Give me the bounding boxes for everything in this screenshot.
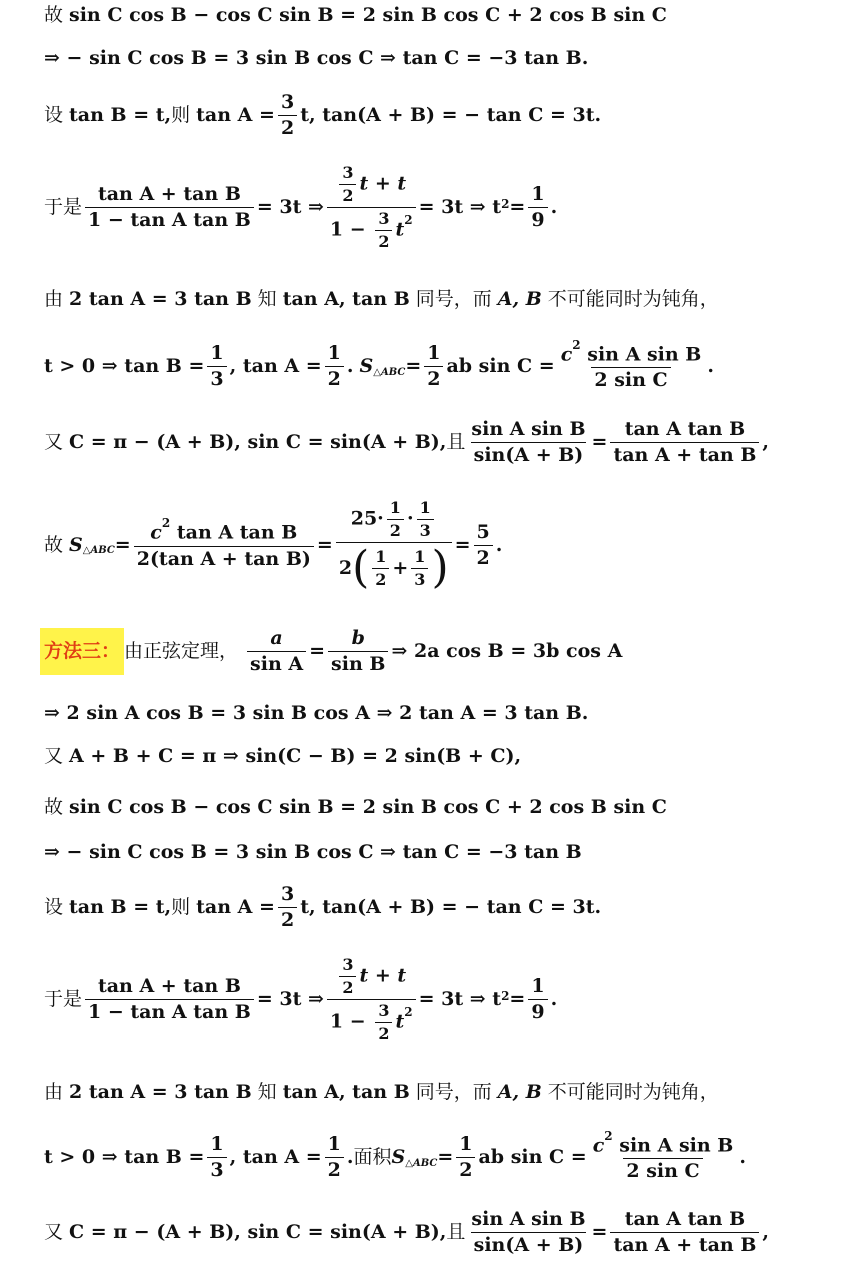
equation-line-4	[44, 165, 834, 250]
fraction-tan-sum	[85, 977, 254, 1022]
equation-line-7	[44, 420, 834, 465]
frac-den: 2	[387, 519, 404, 539]
eq-sign: =	[405, 355, 422, 378]
fraction-3-2	[339, 957, 356, 996]
fraction-nested	[327, 165, 416, 250]
sinAsinB: sin A sin B	[587, 343, 702, 366]
eq-2sinAcosB: ⇒ 2 sin A cos B = 3 sin B cos A ⇒ 2 tan A = 3 tan B.	[44, 702, 589, 724]
frac-den: 2	[339, 976, 356, 996]
eq-3t: = 3t ⇒	[256, 196, 324, 218]
fraction-tanAtanB	[610, 1210, 759, 1255]
frac-den: 2	[325, 1157, 344, 1180]
frac-num: b	[351, 627, 365, 649]
fraction-3-2	[339, 165, 356, 204]
frac-den: 2 sin C	[591, 367, 670, 390]
fraction-tanAtanB	[610, 420, 759, 465]
frac-num: 3	[280, 883, 295, 905]
eq-sign: =	[437, 1146, 454, 1169]
text-buneng: 不可能同时为钝角，	[547, 1081, 719, 1103]
frac-num: 1	[327, 342, 341, 365]
period: .	[550, 988, 558, 1010]
frac-num	[333, 957, 409, 999]
fraction-nested	[327, 957, 416, 1042]
frac-num	[147, 516, 300, 545]
comma: ,	[762, 431, 770, 453]
eq-absinC: ab sin C =	[478, 1146, 587, 1169]
eq-tpos: t > 0 ⇒ tan B =	[44, 1146, 205, 1169]
frac-num: 1	[531, 975, 545, 997]
eq-set-tanB: tan B = t,	[69, 896, 172, 918]
frac-den: 1 − tan A tan B	[85, 207, 254, 230]
frac-num: 3	[342, 163, 354, 182]
eq-3t: = 3t ⇒	[256, 988, 324, 1010]
period: .	[739, 1146, 746, 1169]
frac-num: 3	[378, 209, 390, 228]
frac-num: tan A + tan B	[97, 975, 241, 997]
fraction-c2-sin	[558, 338, 705, 392]
text-yushi: 于是	[44, 988, 83, 1010]
n2: 2	[338, 556, 353, 579]
frac-den: 2	[375, 1022, 392, 1042]
frac-num: tan A + tan B	[97, 183, 241, 205]
equation-line-8	[44, 498, 834, 593]
text-tonghao: 同号，而	[415, 1081, 492, 1103]
eq-tanA-tanB: tan A, tan B	[282, 1081, 410, 1103]
frac-den: 2	[278, 907, 297, 930]
frac-den: 3	[207, 1157, 226, 1180]
eq-2tanA: 2 tan A = 3 tan B	[69, 1081, 252, 1103]
sup-2: 2	[404, 1005, 413, 1020]
eq-tpos: t > 0 ⇒ tan B =	[44, 355, 205, 378]
text-she: 设	[44, 104, 64, 126]
eq-sign: =	[591, 1221, 608, 1243]
frac-den: 1 − tan A tan B	[85, 999, 254, 1022]
frac-num	[333, 165, 409, 207]
fraction-1-2	[456, 1135, 475, 1180]
frac-num: 1	[327, 1133, 341, 1156]
equation-line-11	[44, 885, 834, 930]
frac-num: 1	[459, 1133, 473, 1156]
frac-den: 3	[411, 568, 428, 588]
eq-absinC: ab sin C =	[446, 355, 555, 378]
fraction-25	[336, 498, 452, 593]
text-you: 由	[44, 288, 64, 310]
area-S: S	[391, 1146, 406, 1169]
eq-tanA: , tan A =	[229, 1146, 322, 1169]
eq-sign: =	[509, 988, 526, 1010]
text-youC: 又	[44, 745, 64, 767]
sup-2: 2	[572, 338, 581, 352]
eq-tanAB: t, tan(A + B) = − tan C = 3t.	[300, 104, 602, 126]
frac-den: 2	[424, 366, 443, 389]
frac-den: 2(tan A + tan B)	[134, 546, 314, 569]
eq-neg-sinC: ⇒ − sin C cos B = 3 sin B cos C ⇒ tan C = −3 tan B	[44, 841, 582, 863]
fraction-3-2	[278, 885, 297, 930]
frac-num: 5	[476, 520, 490, 543]
frac-num: tan A tan B	[624, 418, 746, 440]
period: .	[495, 533, 503, 556]
text-she: 设	[44, 896, 64, 918]
fraction-sinAsinB	[468, 1210, 588, 1255]
text-you: 由	[44, 1081, 64, 1103]
sup-2: 2	[161, 516, 171, 531]
fraction-c2tan	[134, 516, 314, 570]
frac-den: 2	[372, 568, 389, 588]
fraction-3-2	[278, 93, 297, 138]
equation-line-2	[44, 49, 834, 68]
fraction-1-2	[387, 500, 404, 539]
frac-num: 3	[342, 955, 354, 974]
frac-den: sin B	[328, 651, 388, 674]
sub-abc: △ABC	[82, 545, 115, 556]
text-zhengxian: 由正弦定理，	[124, 640, 239, 662]
fraction-1-3	[207, 344, 226, 389]
eq-set-tanB: tan B = t,	[69, 104, 172, 126]
t-var: t	[395, 1010, 405, 1033]
area-S: S	[359, 355, 374, 378]
text-gu: 故	[44, 4, 64, 26]
c-var: c	[150, 521, 162, 544]
eq-tanA: , tan A =	[229, 355, 322, 378]
sub-abc: △ABC	[373, 366, 406, 378]
frac-num: 1	[375, 546, 387, 566]
fraction-1-9	[528, 185, 547, 230]
frac-den: 2	[278, 115, 297, 138]
eq-tanA: tan A =	[196, 104, 275, 126]
sup-2: 2	[501, 196, 510, 211]
text-zhi: 知	[257, 288, 277, 310]
period: .	[550, 196, 558, 218]
frac-den: 9	[528, 207, 547, 230]
den-head: 1 −	[329, 1010, 366, 1033]
c-var: c	[592, 1134, 605, 1157]
eq-sinC-cosB: sin C cos B − cos C sin B = 2 sin B cos C + 2 cos B sin C	[69, 796, 667, 818]
frac-den: 2 ( $\frac{1}{2}$ + $\frac{1}{3}$ )	[336, 542, 452, 590]
c-var: c	[560, 343, 573, 366]
text-ze: 则	[171, 104, 191, 126]
eq-sign: =	[316, 533, 333, 556]
eq-sign: =	[454, 533, 471, 556]
fraction-5-2	[474, 520, 493, 569]
frac-num: 1	[531, 183, 545, 205]
eq-AB: A, B	[497, 288, 542, 310]
frac-num	[558, 338, 705, 367]
equation-line-14	[44, 1129, 834, 1183]
frac-den: sin A	[247, 651, 306, 674]
frac-num: 1	[210, 1133, 224, 1156]
frac-num: 3	[280, 91, 295, 113]
method3-line-3	[44, 747, 834, 766]
sup-2: 2	[404, 213, 413, 228]
equation-line-3	[44, 93, 834, 138]
fraction-1-2	[325, 344, 344, 389]
fraction-1-2	[424, 344, 443, 389]
text-qie: 且	[446, 1221, 466, 1243]
text-gu: 故	[44, 796, 64, 818]
period: .	[346, 355, 354, 378]
num-tail: t + t	[359, 172, 407, 195]
eq-ABCpi: A + B + C = π ⇒ sin(C − B) = 2 sin(B + C),	[69, 745, 522, 767]
period: .	[707, 355, 714, 378]
eq-Cdef: C = π − (A + B), sin C = sin(A + B),	[69, 1221, 447, 1243]
eq-tanA-tanB: tan A, tan B	[282, 288, 410, 310]
dot: ·	[406, 507, 414, 530]
eq-sign: =	[591, 431, 608, 453]
method3-line-1	[44, 628, 834, 675]
frac-den: sin(A + B)	[471, 442, 587, 465]
eq-sign: =	[114, 533, 131, 556]
eq-sign: =	[509, 196, 526, 218]
fraction-1-2	[372, 546, 389, 589]
comma: ,	[762, 1221, 770, 1243]
eq-Cdef: C = π − (A + B), sin C = sin(A + B),	[69, 431, 447, 453]
eq-AB: A, B	[497, 1081, 542, 1103]
equation-line-10	[44, 843, 834, 862]
frac-num: tan A tan B	[624, 1208, 746, 1230]
frac-den: 2	[375, 230, 392, 250]
method3-label: 方法三：	[40, 628, 124, 675]
fraction-3-2	[375, 211, 392, 250]
equation-line-1	[44, 6, 834, 25]
den-head: 1 −	[329, 218, 366, 241]
frac-den: 2	[339, 184, 356, 204]
fraction-1-3	[417, 500, 434, 539]
fraction-tan-sum	[85, 185, 254, 230]
eq-neg-sinC: ⇒ − sin C cos B = 3 sin B cos C ⇒ tan C = −3 tan B.	[44, 47, 589, 69]
frac-num: a	[270, 627, 283, 649]
text-yushi: 于是	[44, 196, 83, 218]
sub-abc: △ABC	[405, 1157, 438, 1169]
text-qie: 且	[446, 431, 466, 453]
text-youC: 又	[44, 1221, 64, 1243]
frac-num	[348, 500, 440, 542]
frac-num: sin A sin B	[471, 418, 586, 440]
frac-den	[327, 207, 416, 250]
fraction-sinAsinB	[468, 420, 588, 465]
frac-num: 3	[378, 1001, 390, 1020]
frac-den: sin(A + B)	[471, 1232, 587, 1255]
frac-den: 2	[456, 1157, 475, 1180]
sup-2: 2	[501, 988, 510, 1003]
text-zhi: 知	[257, 1081, 277, 1103]
eq-2acosB: ⇒ 2a cos B = 3b cos A	[391, 640, 623, 662]
frac-num: 1	[210, 342, 224, 365]
fraction-a-sinA	[247, 629, 306, 674]
n25: 25·	[350, 507, 384, 530]
tanAtanB: tan A tan B	[176, 521, 298, 544]
eq-3t-t: = 3t ⇒ t	[418, 988, 502, 1010]
frac-den: tan A + tan B	[610, 1232, 759, 1255]
frac-den: 2	[325, 366, 344, 389]
fraction-1-3	[207, 1135, 226, 1180]
eq-3t-t: = 3t ⇒ t	[418, 196, 502, 218]
fraction-1-9	[528, 977, 547, 1022]
eq-tanAB: t, tan(A + B) = − tan C = 3t.	[300, 896, 602, 918]
sup-2: 2	[604, 1129, 613, 1143]
fraction-b-sinB	[328, 629, 388, 674]
sinAsinB: sin A sin B	[619, 1134, 734, 1157]
text-tonghao: 同号，而	[415, 288, 492, 310]
equation-line-15	[44, 1210, 834, 1255]
fraction-c2-sin	[590, 1129, 737, 1183]
area-S: S	[69, 533, 83, 556]
equation-line-6	[44, 338, 834, 392]
frac-den: 2	[474, 545, 493, 568]
text-mianji: 面积	[353, 1146, 392, 1169]
fraction-3-2	[375, 1003, 392, 1042]
equation-line-12	[44, 957, 834, 1042]
eq-sign: =	[309, 640, 326, 662]
frac-num: 1	[419, 498, 431, 517]
method3-line-2	[44, 704, 834, 723]
frac-num: 1	[414, 546, 426, 566]
frac-den: 3	[207, 366, 226, 389]
text-youC: 又	[44, 431, 64, 453]
equation-line-9	[44, 798, 834, 817]
frac-num: sin A sin B	[471, 1208, 586, 1230]
frac-num	[590, 1129, 737, 1158]
eq-sinC-cosB: sin C cos B − cos C sin B = 2 sin B cos C + 2 cos B sin C	[69, 4, 667, 26]
equation-line-13	[44, 1083, 834, 1102]
period: .	[346, 1146, 354, 1169]
num-tail: t + t	[359, 964, 407, 987]
frac-den: 9	[528, 999, 547, 1022]
t-var: t	[395, 218, 405, 241]
frac-den: 3	[417, 519, 434, 539]
frac-den: 2 sin C	[623, 1158, 702, 1181]
text-ze: 则	[171, 896, 191, 918]
fraction-1-3	[411, 546, 428, 589]
text-buneng: 不可能同时为钝角，	[547, 288, 719, 310]
frac-num: 1	[427, 342, 441, 365]
frac-num: 1	[389, 498, 401, 517]
equation-line-5	[44, 290, 834, 309]
eq-2tanA: 2 tan A = 3 tan B	[69, 288, 252, 310]
fraction-1-2	[325, 1135, 344, 1180]
frac-den: tan A + tan B	[610, 442, 759, 465]
eq-tanA: tan A =	[196, 896, 275, 918]
frac-den	[327, 999, 416, 1042]
text-gu: 故	[44, 533, 64, 556]
